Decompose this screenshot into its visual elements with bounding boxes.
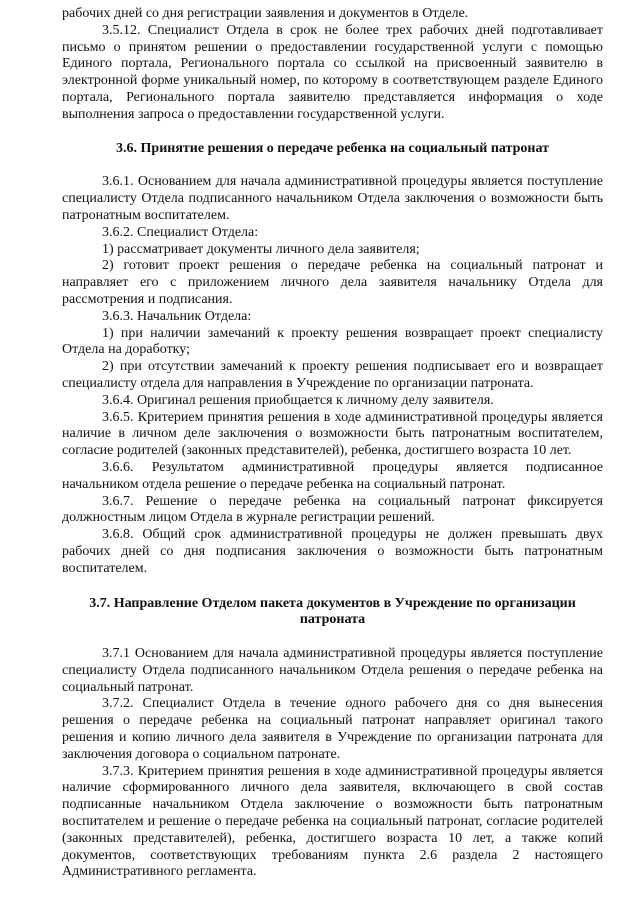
paragraph-3-6-4: 3.6.4. Оригинал решения приобщается к личному делу заявителя.	[102, 392, 494, 408]
paragraph-3-6-5: 3.6.5. Критерием принятия решения в ходе административной процедуры является наличие в личном деле заключения о возможности быть патронатным воспитателем, согласие родителей (законных представителей), ребенка, достигшего возраста 10 лет.	[62, 409, 603, 459]
section-3-7-heading	[62, 596, 603, 630]
paragraph-3-5-11-continuation: рабочих дней со дня регистрации заявления и документов в Отделе.	[62, 6, 469, 21]
paragraph-3-6-2-item-2: 2) готовит проект решения о передаче ребенка на социальный патронат и направляет его с приложением личного дела заявителя начальнику Отдела для рассмотрения и подписания.	[62, 258, 603, 307]
paragraph-3-6-1: 3.6.1. Основанием для начала административной процедуры является поступление специалисту Отдела подписанного начальником Отдела заключения о возможности быть патронатным воспитателем.	[62, 174, 603, 223]
paragraph-3-6-3: 3.6.3. Начальник Отдела:	[102, 308, 252, 324]
paragraph-3-6-8: 3.6.8. Общий срок административной процедуры не должен превышать двух рабочих дней со дня подписания заключения о возможности быть патронатным воспитателем.	[62, 527, 603, 576]
paragraph-3-7-1: 3.7.1 Основанием для начала административной процедуры является поступление специалисту Отдела подписанного начальником Отдела решения о передаче ребенка на социальный патронат.	[62, 646, 603, 695]
paragraph-3-5-12: 3.5.12. Специалист Отдела в срок не более трех рабочих дней подготавливает письмо о принятом решении о предоставлении государственной услуги с помощью Единого портала, Регионального портала со ссылкой на присвоенный заявителю в электронной форме уникальный номер, по которому в соответствующем разделе Единого портала, Регионального портала заявителю представляется информация о ходе выполнения запроса о предоставлении государственной услуги.	[62, 22, 603, 122]
paragraph-3-7-3: 3.7.3. Критерием принятия решения в ходе административной процедуры является наличие сформированного личного дела заявителя, включающего в свой состав подписанные начальником Отдела заключение о возможности быть патронатным воспитателем и решение о передаче ребенка на социальный патронат, согласие родителей (законных представителей), ребенка, достигшего возраста 10 лет, а также копий документов, соответствующих требованиям пункта 2.6 раздела 2 настоящего Административного регламента.	[62, 763, 603, 880]
document-page	[62, 6, 603, 881]
paragraph-3-6-2: 3.6.2. Специалист Отдела:	[102, 224, 259, 240]
paragraph-3-6-2-item-1: 1) рассматривает документы личного дела заявителя;	[102, 241, 420, 257]
paragraph-3-6-7: 3.6.7. Решение о передаче ребенка на социальный патронат фиксируется должностным лицом Отдела в журнале регистрации решений.	[62, 493, 603, 526]
section-3-6-heading: 3.6. Принятие решения о передаче ребенка на социальный патронат	[116, 140, 549, 156]
section-3-7-heading-line-1: 3.7. Направление Отделом пакета документов в Учреждение по организации	[89, 595, 576, 611]
paragraph-3-6-3-item-2: 2) при отсутствии замечаний к проекту решения подписывает его и возвращает специалисту отдела для направления в Учреждение по организации патроната.	[62, 359, 603, 391]
section-3-7-heading-line-2: патроната	[299, 612, 366, 628]
paragraph-3-7-2: 3.7.2. Специалист Отдела в течение одного рабочего дня со дня вынесения решения о передаче ребенка на социальный патронат направляет оригинал такого решения и копию личного дела заявителя в Учреждение по организации патроната для заключения договора о социальном патронате.	[62, 696, 603, 762]
paragraph-3-6-3-item-1: 1) при наличии замечаний к проекту решения возвращает проект специалисту Отдела на доработку;	[62, 325, 603, 358]
paragraph-3-6-6: 3.6.6. Результатом административной процедуры является подписанное начальником отдела решение о передаче ребенка на социальный патронат.	[62, 459, 603, 492]
